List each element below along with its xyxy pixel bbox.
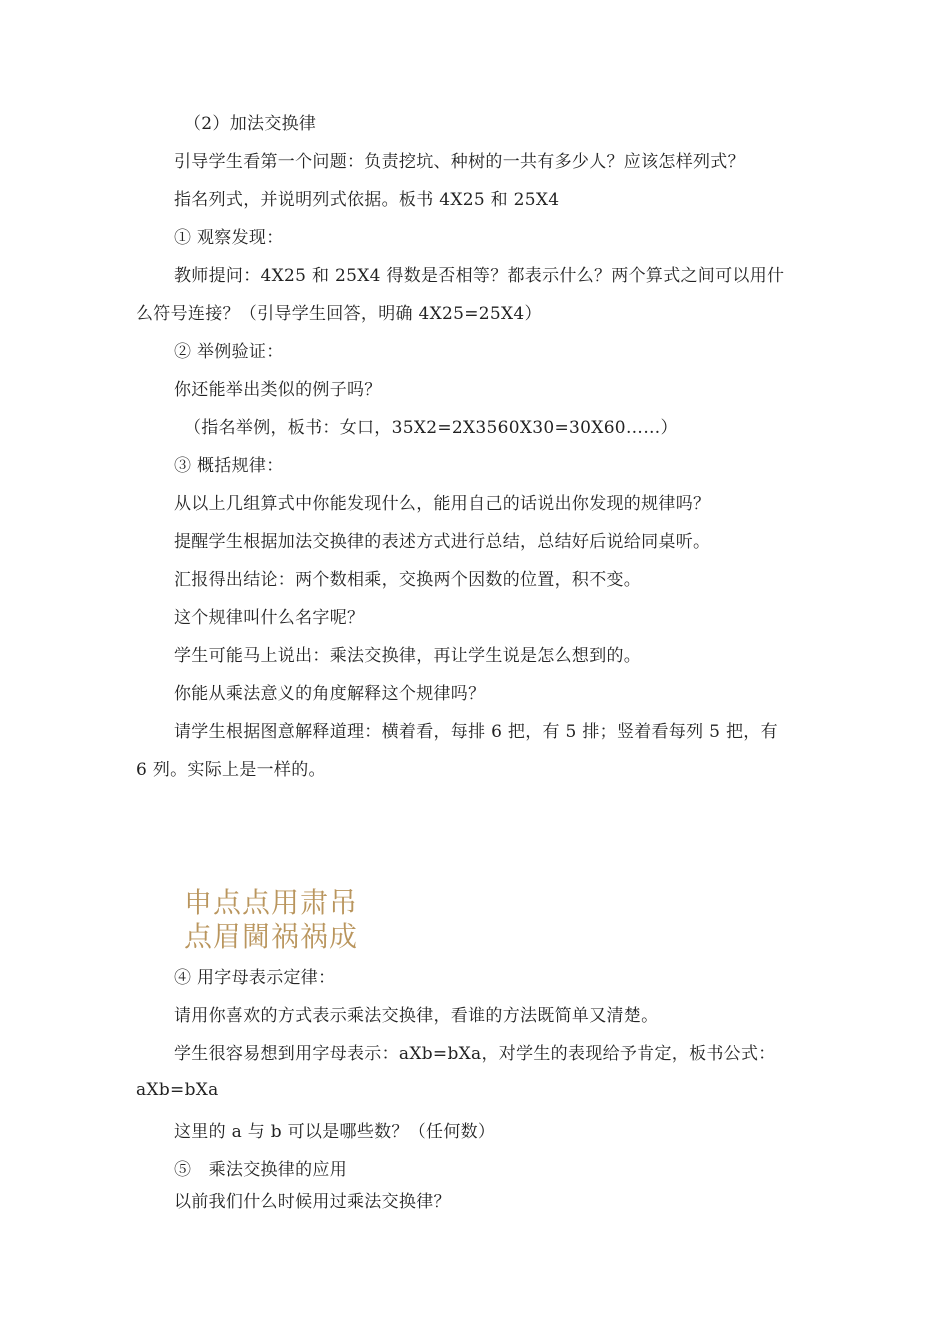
paragraph-line: 这个规律叫什么名字呢？ [174, 608, 365, 628]
subheading-verify: ② 举例验证： [174, 342, 284, 362]
paragraph-line: 你还能举出类似的例子吗？ [174, 380, 382, 400]
paragraph-line: 么符号连接？（引导学生回答，明确 4X25=25X4） [136, 304, 542, 324]
stamp-line-2: 点眉閫祸祸成 [184, 920, 359, 953]
formula-line: aXb=bXa [136, 1080, 219, 1100]
paragraph-line: 教师提问：4X25 和 25X4 得数是否相等？都表示什么？两个算式之间可以用什 [174, 266, 785, 286]
paragraph-line: 这里的 a 与 b 可以是哪些数？（任何数） [174, 1122, 496, 1142]
subheading-application: ⑤ 乘法交换律的应用 [174, 1160, 347, 1180]
paragraph-line: 引导学生看第一个问题：负责挖坑、种树的一共有多少人？应该怎样列式？ [174, 152, 745, 172]
section-heading: （2）加法交换律 [184, 114, 317, 134]
subheading-letters: ④ 用字母表示定律： [174, 968, 336, 988]
paragraph-line: 学生可能马上说出：乘法交换律，再让学生说是怎么想到的。 [174, 646, 642, 666]
paragraph-line: 从以上几组算式中你能发现什么，能用自己的话说出你发现的规律吗？ [174, 494, 711, 514]
paragraph-line: 指名列式，并说明列式依据。板书 4X25 和 25X4 [174, 190, 560, 210]
paragraph-line: 学生很容易想到用字母表示：aXb=bXa，对学生的表现给予肯定，板书公式： [174, 1044, 776, 1064]
subheading-observe: ① 观察发现： [174, 228, 284, 248]
stamp-line-1: 申点点用肃吊 [184, 886, 359, 919]
paragraph-line: 提醒学生根据加法交换律的表述方式进行总结，总结好后说给同桌听。 [174, 532, 711, 552]
paragraph-line: 请学生根据图意解释道理：横着看，每排 6 把，有 5 排；竖着看每列 5 把，有 [174, 722, 778, 742]
paragraph-line: （指名举例，板书：女口，35X2=2X3560X30=30X60……） [184, 418, 678, 438]
paragraph-line: 汇报得出结论：两个数相乘，交换两个因数的位置，积不变。 [174, 570, 642, 590]
paragraph-line: 你能从乘法意义的角度解释这个规律吗？ [174, 684, 486, 704]
paragraph-line: 以前我们什么时候用过乘法交换律？ [174, 1192, 451, 1212]
paragraph-line: 请用你喜欢的方式表示乘法交换律，看谁的方法既简单又清楚。 [174, 1006, 659, 1026]
paragraph-line: 6 列。实际上是一样的。 [136, 760, 326, 780]
subheading-summarize: ③ 概括规律： [174, 456, 284, 476]
